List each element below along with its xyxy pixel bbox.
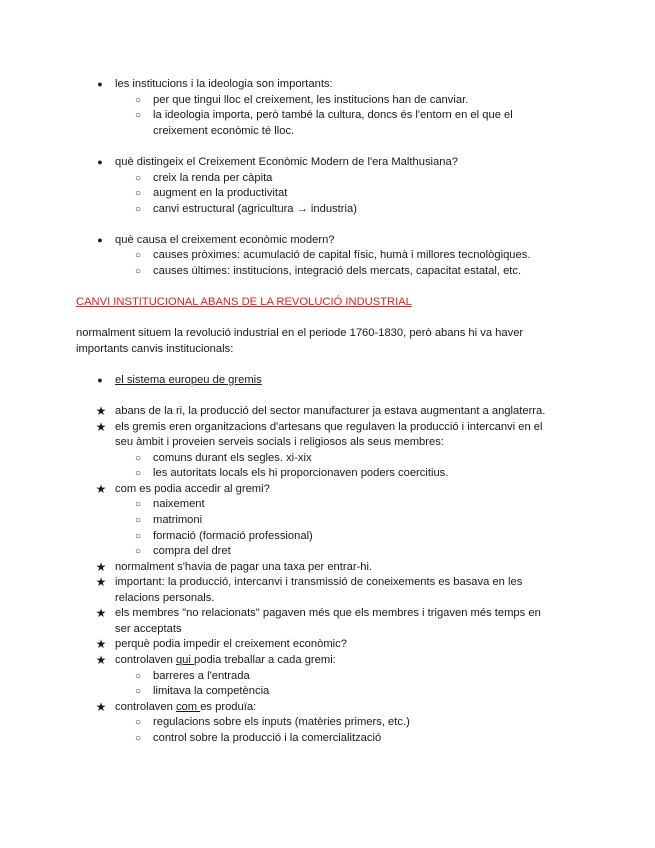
- star-text-part: podia treballar a cada gremi:: [194, 654, 336, 666]
- sub-bullet-icon: ○: [134, 204, 142, 215]
- star-icon: ★: [95, 575, 107, 589]
- star-icon: ★: [95, 653, 107, 667]
- underlined-word: qui: [175, 654, 194, 666]
- star-text-part: controlaven: [115, 701, 176, 713]
- sub-bullet-icon: ○: [134, 717, 142, 728]
- sub-bullet-icon: ○: [134, 546, 142, 557]
- bullet-icon: ●: [97, 375, 103, 385]
- sub-bullet-icon: ○: [134, 468, 142, 479]
- sub-bullet-text: limitava la competència: [153, 685, 270, 697]
- sub-bullet-icon: ○: [134, 453, 142, 464]
- star-icon: ★: [95, 404, 107, 418]
- star-icon: ★: [95, 482, 107, 496]
- underlined-word: com: [175, 701, 201, 713]
- sub-bullet-text: per que tingui lloc el creixement, les institucions han de canviar.: [153, 94, 469, 106]
- star-text-part: controlaven: [115, 654, 176, 666]
- sub-bullet-text: canvi estructural (agricultura → industria): [153, 203, 357, 215]
- section-heading: CANVI INSTITUCIONAL ABANS DE LA REVOLUCIÓ INDUSTRIAL: [76, 296, 412, 308]
- sub-bullet-icon: ○: [134, 499, 142, 510]
- sub-bullet-icon: ○: [134, 110, 142, 121]
- star-text: seu àmbit i proveien serveis socials i religiosos als seus membres:: [115, 436, 444, 448]
- sub-bullet-icon: ○: [134, 686, 142, 697]
- bullet-icon: ●: [97, 235, 103, 245]
- sub-bullet-icon: ○: [134, 173, 142, 184]
- star-icon: ★: [95, 637, 107, 651]
- bullet-icon: ●: [97, 157, 103, 167]
- sub-bullet-icon: ○: [134, 531, 142, 542]
- sub-bullet-icon: ○: [134, 188, 142, 199]
- sub-bullet-text: creix la renda per càpita: [153, 172, 273, 184]
- sub-bullet-icon: ○: [134, 733, 142, 744]
- sub-bullet-text: regulacions sobre els inputs (matèries primers, etc.): [153, 716, 410, 728]
- sub-bullet-text: causes últimes: institucions, integració dels mercats, capacitat estatal, etc.: [153, 265, 522, 277]
- sub-bullet-icon: ○: [134, 95, 142, 106]
- bullet-text: el sistema europeu de gremis: [115, 374, 262, 386]
- paragraph-line: normalment situem la revolució industrial en el periode 1760-1830, però abans hi va haver: [76, 327, 524, 339]
- sub-bullet-text: la ideologia importa, però també la cultura, doncs és l'entorn en el que el: [153, 109, 513, 121]
- star-text: ser acceptats: [115, 623, 182, 635]
- star-text: els membres "no relacionats" pagaven més que els membres i trigaven més temps en: [115, 607, 541, 619]
- star-text: [115, 700, 256, 715]
- sub-bullet-text: creixement econòmic té lloc.: [153, 125, 295, 137]
- star-text: els gremis eren organitzacions d'artesans que regulaven la producció i intercanvi en el: [115, 421, 543, 433]
- sub-bullet-text: compra del dret: [153, 545, 231, 557]
- star-text: [115, 653, 336, 668]
- star-icon: ★: [95, 560, 107, 574]
- star-text-part: es produïa:: [200, 701, 257, 713]
- star-text: important: la producció, intercanvi i transmissió de coneixements es basava en les: [115, 576, 523, 588]
- sub-bullet-text: naixement: [153, 498, 205, 510]
- sub-bullet-text: les autoritats locals els hi proporcionaven poders coercitius.: [153, 467, 449, 479]
- star-icon: ★: [95, 420, 107, 434]
- sub-bullet-icon: ○: [134, 250, 142, 261]
- bullet-text: què causa el creixement econòmic modern?: [115, 234, 335, 246]
- bullet-text: les institucions i la ideologia son importants:: [115, 78, 333, 90]
- sub-bullet-text: causes pròximes: acumulació de capital físic, humà i millores tecnològiques.: [153, 249, 531, 261]
- sub-bullet-icon: ○: [134, 515, 142, 526]
- star-text: normalment s'havia de pagar una taxa per entrar-hi.: [115, 561, 373, 573]
- sub-bullet-text: augment en la productivitat: [153, 187, 288, 199]
- bullet-text: què distingeix el Creixement Econòmic Modern de l'era Malthusiana?: [115, 156, 458, 168]
- sub-bullet-text: barreres a l'entrada: [153, 670, 250, 682]
- sub-bullet-icon: ○: [134, 266, 142, 277]
- star-text: perquè podia impedir el creixement econòmic?: [115, 638, 347, 650]
- sub-bullet-text: matrimoni: [153, 514, 203, 526]
- sub-bullet-icon: ○: [134, 671, 142, 682]
- sub-bullet-text: control sobre la producció i la comercialització: [153, 732, 382, 744]
- star-icon: ★: [95, 700, 107, 714]
- star-text: com es podia accedir al gremi?: [115, 483, 270, 495]
- sub-bullet-text: comuns durant els segles. xi-xix: [153, 452, 312, 464]
- sub-bullet-text: formació (formació professional): [153, 530, 313, 542]
- paragraph-line: importants canvis institucionals:: [76, 343, 234, 355]
- star-text: relacions personals.: [115, 592, 215, 604]
- bullet-icon: ●: [97, 79, 103, 89]
- star-icon: ★: [95, 606, 107, 620]
- star-text: abans de la ri, la producció del sector manufacturer ja estava augmentant a anglaterra.: [115, 405, 546, 417]
